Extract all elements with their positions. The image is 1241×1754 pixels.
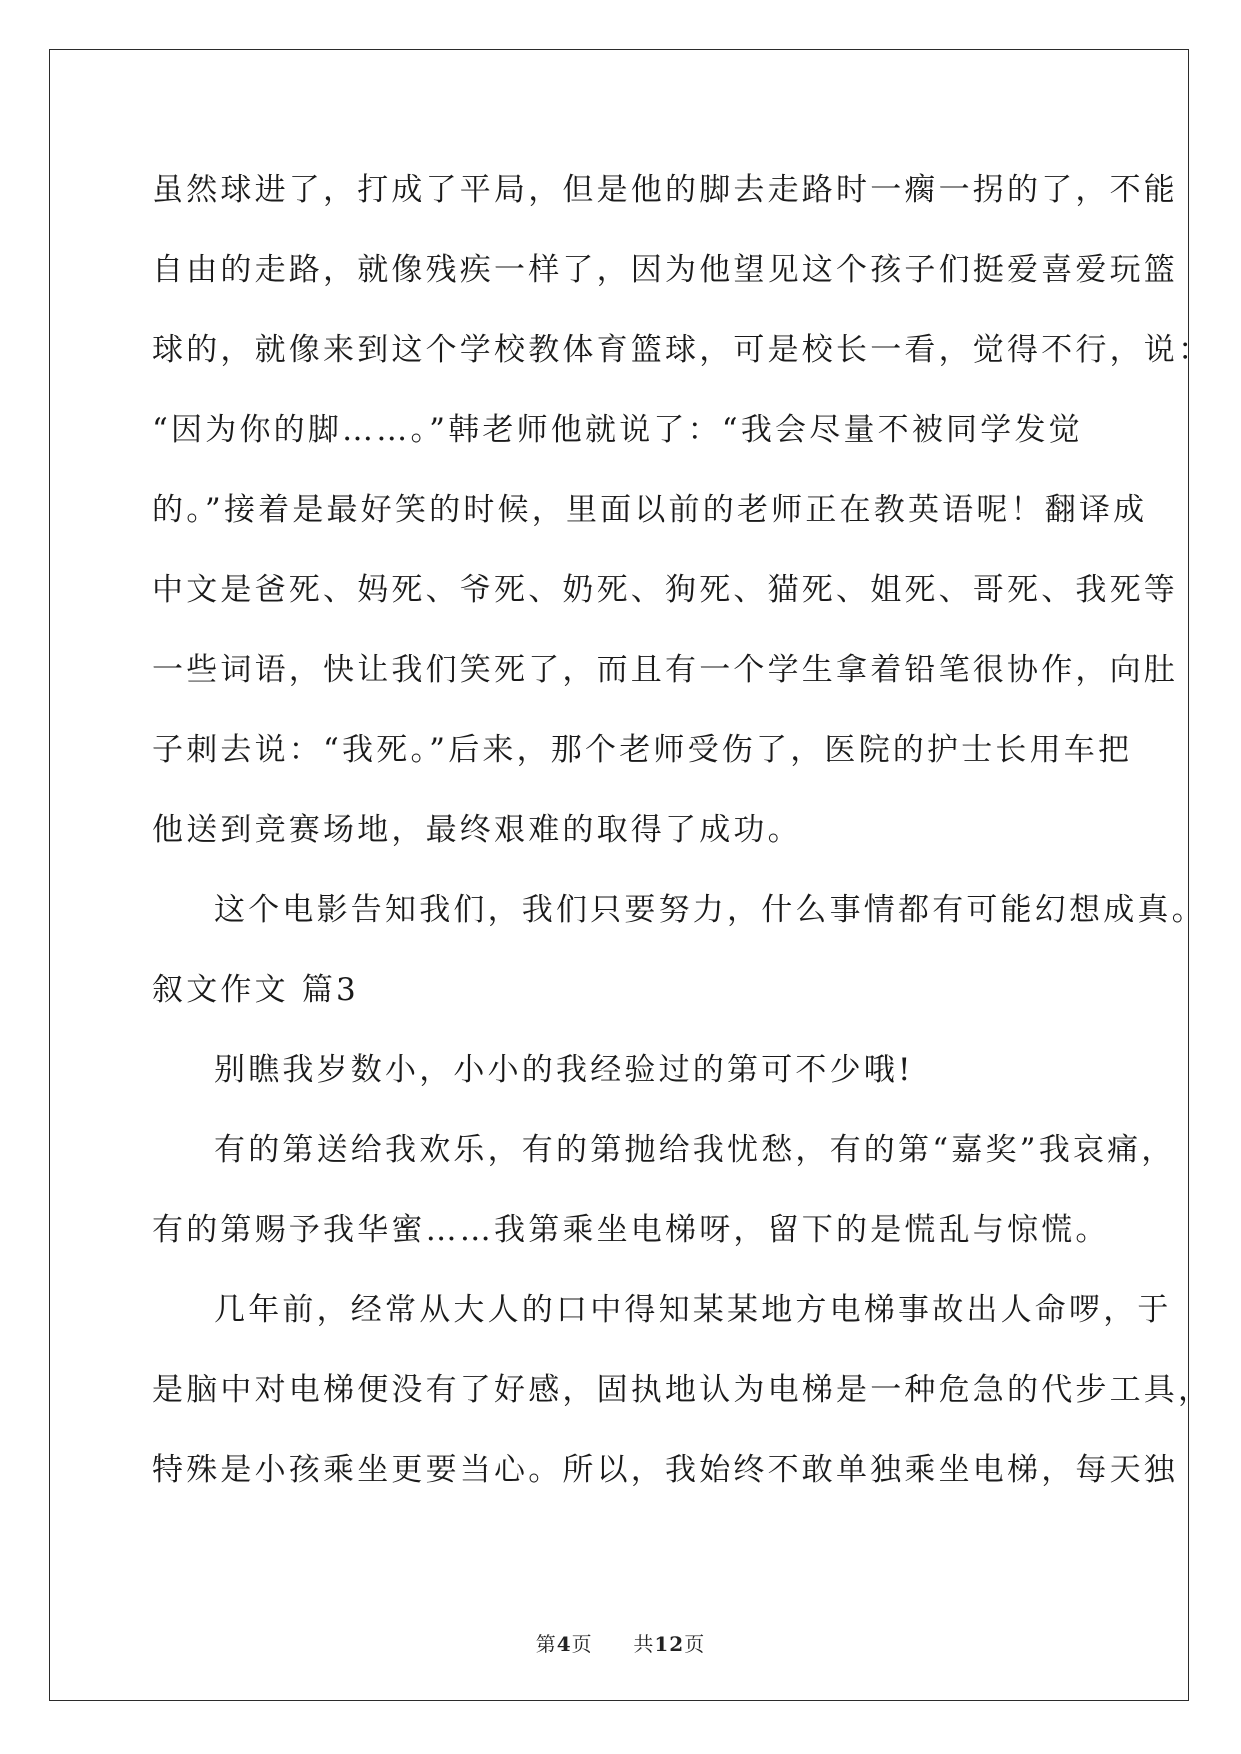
body-line: 是脑中对电梯便没有了好感，固执地认为电梯是一种危急的代步工具， (152, 1372, 1213, 1408)
body-line: 有的第赐予我华蜜……我第乘坐电梯呀，留下的是慌乱与惊慌。 (152, 1212, 1110, 1248)
body-line: 特殊是小孩乘坐更要当心。所以，我始终不敢单独乘坐电梯，每天独 (152, 1452, 1178, 1488)
paragraph-first-line: 几年前，经常从大人的口中得知某某地方电梯事故出人命啰，于 (214, 1292, 1172, 1328)
page-footer (0, 1628, 1241, 1657)
total-pages-label: 共12页 (633, 1632, 706, 1656)
total-page-count: 12 (654, 1632, 685, 1656)
paragraph-first-line: 别瞧我岁数小，小小的我经验过的第可不少哦! (214, 1052, 914, 1088)
body-line: 一些词语，快让我们笑死了，而且有一个学生拿着铅笔很协作，向肚 (152, 652, 1178, 688)
body-line: 球的，就像来到这个学校教体育篮球，可是校长一看，觉得不行，说： (152, 332, 1213, 368)
page-number-label: 第4页 (535, 1632, 593, 1656)
body-line: 他送到竞赛场地，最终艰难的取得了成功。 (152, 812, 802, 848)
paragraph-first-line: 有的第送给我欢乐，有的第抛给我忧愁，有的第“嘉奖”我哀痛， (214, 1132, 1176, 1168)
document-body (152, 162, 1213, 1522)
section-heading: 叙文作文 篇3 (152, 972, 359, 1008)
body-line: 的。”接着是最好笑的时候，里面以前的老师正在教英语呢！翻译成 (152, 492, 1148, 528)
paragraph-first-line: 这个电影告知我们，我们只要努力，什么事情都有可能幻想成真。 (214, 892, 1206, 928)
body-line: “因为你的脚……。”韩老师他就说了：“我会尽量不被同学发觉 (152, 412, 1083, 448)
body-line: 中文是爸死、妈死、爷死、奶死、狗死、猫死、姐死、哥死、我死等 (152, 572, 1178, 608)
current-page-number: 4 (556, 1632, 572, 1656)
body-line: 虽然球进了，打成了平局，但是他的脚去走路时一瘸一拐的了，不能 (152, 172, 1178, 208)
body-line: 子刺去说：“我死。”后来，那个老师受伤了，医院的护士长用车把 (152, 732, 1133, 768)
body-line: 自由的走路，就像残疾一样了，因为他望见这个孩子们挺爱喜爱玩篮 (152, 252, 1178, 288)
